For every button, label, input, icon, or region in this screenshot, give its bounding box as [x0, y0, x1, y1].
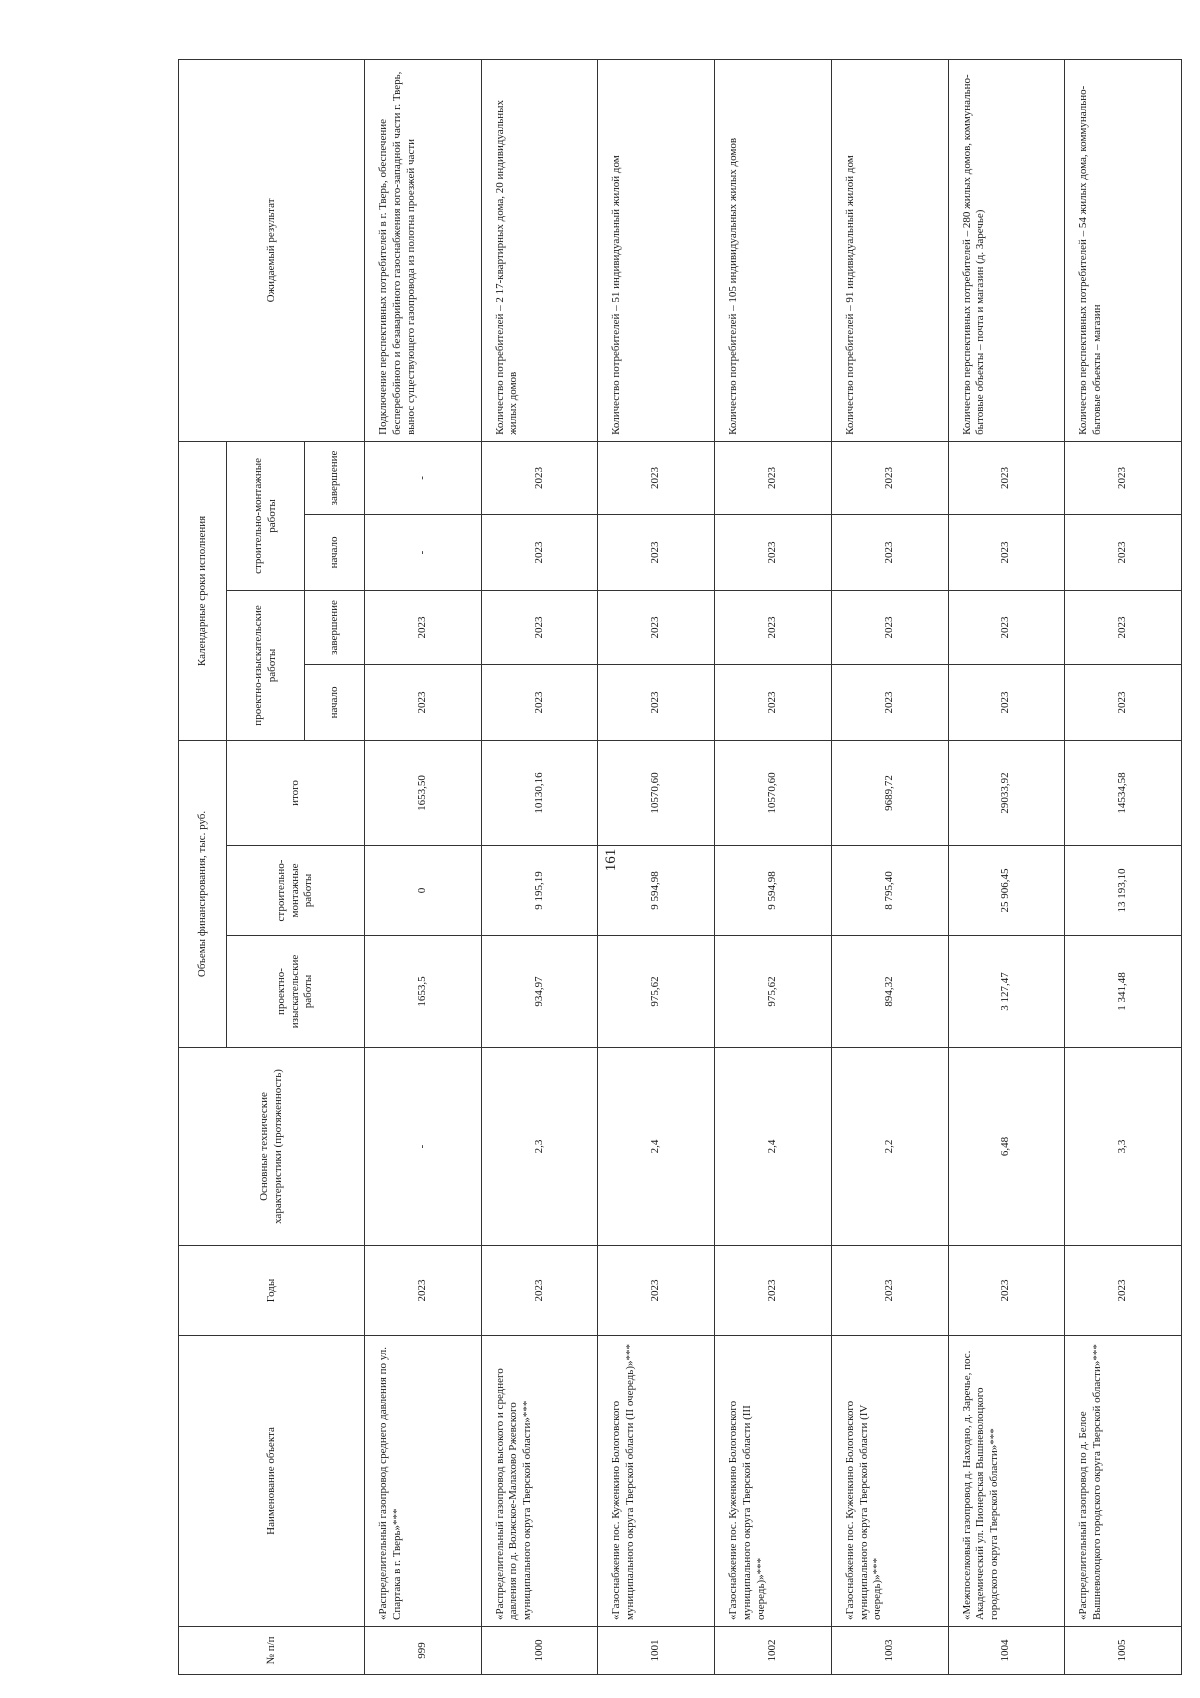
tech-cell: 3,3: [1065, 1048, 1182, 1246]
tech-cell: 2,3: [481, 1048, 598, 1246]
funding-pir-cell: 894,32: [831, 936, 948, 1048]
tech-cell: 6,48: [948, 1048, 1065, 1246]
object-name: «Газоснабжение пос. Куженкино Бологовского муниципального округа Тверской области (III очередь)»***: [715, 1336, 832, 1627]
years-cell: 2023: [481, 1246, 598, 1336]
rotated-table-container: [178, 60, 1182, 1675]
header-smr-start: начало: [305, 514, 365, 590]
smr-start-cell: -: [365, 514, 482, 590]
header-name: Наименование объекта: [179, 1336, 365, 1627]
pir-start-cell: 2023: [365, 664, 482, 740]
funding-smr-cell: 13 193,10: [1065, 846, 1182, 936]
object-name: «Распределительный газопровод по д. Белое Вышневолоцкого городского округа Тверской области»***: [1065, 1336, 1182, 1627]
row-number: 1000: [481, 1627, 598, 1675]
pir-start-cell: 2023: [831, 664, 948, 740]
expected-result-cell: Количество перспективных потребителей – 280 жилых домов, коммунально-бытовые объекты – почта и магазин (д. Заречье): [948, 59, 1065, 441]
pir-end-cell: 2023: [365, 590, 482, 664]
header-schedule-smr: строительно-монтажные работы: [227, 441, 305, 590]
expected-result-cell: Количество потребителей – 51 индивидуальный жилой дом: [598, 59, 715, 441]
expected-result-cell: Количество перспективных потребителей – 54 жилых дома, коммунально-бытовые объекты – магазин: [1065, 59, 1182, 441]
table-row: [365, 59, 482, 1674]
pir-end-cell: 2023: [831, 590, 948, 664]
years-cell: 2023: [948, 1246, 1065, 1336]
table-row: [481, 59, 598, 1674]
funding-total-cell: 1653,50: [365, 740, 482, 845]
header-funding-pir: проектно-изыскательские работы: [227, 936, 365, 1048]
object-name: «Межпоселковый газопровод д. Находно, д. Заречье, пос. Академический ул. Пионерская Вышневолоцкого городского округа Тверской области»***: [948, 1336, 1065, 1627]
pir-end-cell: 2023: [1065, 590, 1182, 664]
funding-total-cell: 10570,60: [715, 740, 832, 845]
row-number: 999: [365, 1627, 482, 1675]
pir-end-cell: 2023: [948, 590, 1065, 664]
object-name: «Распределительный газопровод высокого и среднего давления по д. Волжское-Малахово Ржевского муниципального округа Тверской области»***: [481, 1336, 598, 1627]
table-row: [715, 59, 832, 1674]
object-name: «Распределительный газопровод среднего давления по ул. Спартака в г. Тверь»***: [365, 1336, 482, 1627]
funding-smr-cell: 25 906,45: [948, 846, 1065, 936]
years-cell: 2023: [598, 1246, 715, 1336]
row-number: 1004: [948, 1627, 1065, 1675]
objects-table: [178, 59, 1182, 1675]
funding-pir-cell: 934,97: [481, 936, 598, 1048]
smr-end-cell: 2023: [598, 441, 715, 514]
pir-start-cell: 2023: [1065, 664, 1182, 740]
funding-total-cell: 9689,72: [831, 740, 948, 845]
header-funding-total: итого: [227, 740, 365, 845]
pir-end-cell: 2023: [481, 590, 598, 664]
smr-start-cell: 2023: [831, 514, 948, 590]
expected-result-cell: Количество потребителей – 2 17-квартирных дома, 20 индивидуальных жилых домов: [481, 59, 598, 441]
funding-smr-cell: 9 195,19: [481, 846, 598, 936]
table-row: [1065, 59, 1182, 1674]
years-cell: 2023: [365, 1246, 482, 1336]
expected-result-cell: Количество потребителей – 105 индивидуальных жилых домов: [715, 59, 832, 441]
header-result: Ожидаемый результат: [179, 59, 365, 441]
smr-end-cell: 2023: [948, 441, 1065, 514]
years-cell: 2023: [1065, 1246, 1182, 1336]
funding-pir-cell: 3 127,47: [948, 936, 1065, 1048]
table-row: [598, 59, 715, 1674]
tech-cell: 2,4: [715, 1048, 832, 1246]
table-row: [948, 59, 1065, 1674]
pir-end-cell: 2023: [598, 590, 715, 664]
funding-pir-cell: 1653,5: [365, 936, 482, 1048]
pir-start-cell: 2023: [715, 664, 832, 740]
header-years: Годы: [179, 1246, 365, 1336]
years-cell: 2023: [831, 1246, 948, 1336]
funding-smr-cell: 0: [365, 846, 482, 936]
header-funding-smr: строительно-монтажные работы: [227, 846, 365, 936]
tech-cell: 2,4: [598, 1048, 715, 1246]
funding-total-cell: 10570,60: [598, 740, 715, 845]
smr-start-cell: 2023: [948, 514, 1065, 590]
header-tech: Основные технические характеристики (протяженность): [179, 1048, 365, 1246]
funding-pir-cell: 1 341,48: [1065, 936, 1182, 1048]
smr-end-cell: -: [365, 441, 482, 514]
pir-start-cell: 2023: [948, 664, 1065, 740]
funding-pir-cell: 975,62: [715, 936, 832, 1048]
page-number: 161: [603, 848, 619, 872]
smr-start-cell: 2023: [715, 514, 832, 590]
row-number: 1001: [598, 1627, 715, 1675]
header-pir-start: начало: [305, 664, 365, 740]
header-smr-end: завершение: [305, 441, 365, 514]
smr-start-cell: 2023: [1065, 514, 1182, 590]
funding-smr-cell: 9 594,98: [715, 846, 832, 936]
smr-start-cell: 2023: [598, 514, 715, 590]
tech-cell: 2,2: [831, 1048, 948, 1246]
header-pir-end: завершение: [305, 590, 365, 664]
pir-end-cell: 2023: [715, 590, 832, 664]
row-number: 1002: [715, 1627, 832, 1675]
funding-pir-cell: 975,62: [598, 936, 715, 1048]
expected-result-cell: Подключение перспективных потребителей в г. Тверь, обеспечение бесперебойного и безаварийного газоснабжения юго-западной части г. Тверь, вынос существующего газопровода из полотна проезжей части: [365, 59, 482, 441]
table-row: [831, 59, 948, 1674]
pir-start-cell: 2023: [481, 664, 598, 740]
funding-smr-cell: 8 795,40: [831, 846, 948, 936]
funding-total-cell: 10130,16: [481, 740, 598, 845]
smr-end-cell: 2023: [481, 441, 598, 514]
smr-end-cell: 2023: [715, 441, 832, 514]
header-num: № п/п: [179, 1627, 365, 1675]
funding-smr-cell: 9 594,98: [598, 846, 715, 936]
row-number: 1003: [831, 1627, 948, 1675]
smr-end-cell: 2023: [1065, 441, 1182, 514]
table-body: [365, 59, 1182, 1674]
row-number: 1005: [1065, 1627, 1182, 1675]
smr-start-cell: 2023: [481, 514, 598, 590]
pir-start-cell: 2023: [598, 664, 715, 740]
expected-result-cell: Количество потребителей – 91 индивидуальный жилой дом: [831, 59, 948, 441]
years-cell: 2023: [715, 1246, 832, 1336]
header-funding: Объемы финансирования, тыс. руб.: [179, 740, 227, 1047]
header-schedule-pir: проектно-изыскательские работы: [227, 590, 305, 740]
header-schedule: Календарные сроки исполнения: [179, 441, 227, 740]
tech-cell: -: [365, 1048, 482, 1246]
funding-total-cell: 14534,58: [1065, 740, 1182, 845]
smr-end-cell: 2023: [831, 441, 948, 514]
funding-total-cell: 29033,92: [948, 740, 1065, 845]
object-name: «Газоснабжение пос. Куженкино Бологовского муниципального округа Тверской области (IV очередь)»***: [831, 1336, 948, 1627]
object-name: «Газоснабжение пос. Куженкино Бологовского муниципального округа Тверской области (II очередь)»***: [598, 1336, 715, 1627]
